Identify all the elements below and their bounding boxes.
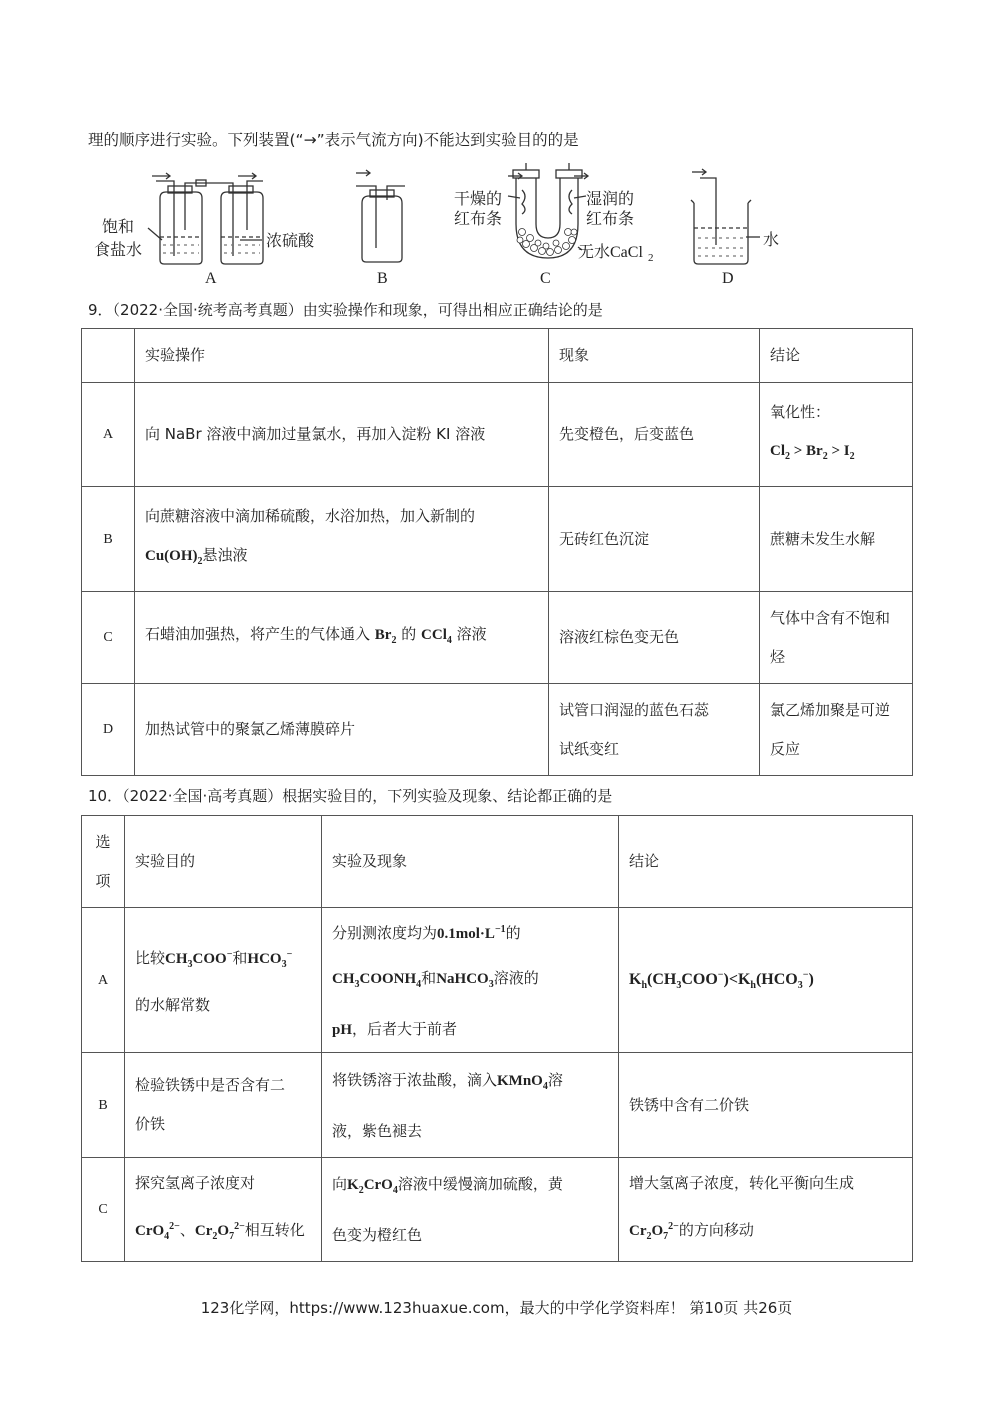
intro-text: 理的顺序进行实验。下列装置(“→”表示气流方向)不能达到实验目的的是 bbox=[88, 131, 579, 149]
table-row bbox=[82, 1053, 913, 1158]
table-row bbox=[82, 908, 913, 1053]
table-header-row bbox=[82, 816, 913, 908]
table-row bbox=[82, 383, 913, 487]
table-row bbox=[82, 684, 913, 776]
c-right-label-1: 湿润的 bbox=[586, 191, 635, 208]
q9-title: 9．（2022·全国·统考高考真题）由实验操作和现象，可得出相应正确结论的是 bbox=[88, 301, 603, 319]
d-label: 水 bbox=[763, 232, 780, 249]
table-row bbox=[82, 1158, 913, 1262]
header-operation: 实验操作 bbox=[135, 329, 549, 383]
option-label: C bbox=[82, 592, 135, 684]
letter-d: D bbox=[722, 270, 734, 287]
experiment-cell: 将铁锈溶于浓盐酸，滴入KMnO$_4$溶 液，紫色褪去 bbox=[322, 1053, 619, 1158]
phenomenon-cell: 无砖红色沉淀 bbox=[549, 487, 760, 592]
header-conclusion: 结论 bbox=[619, 816, 913, 908]
aim-cell: 检验铁锈中是否含有二 价铁 bbox=[125, 1053, 322, 1158]
conclusion-cell: 增大氢离子浓度，转化平衡向生成 $Cr_2O_7^{2-}$的方向移动 bbox=[619, 1158, 913, 1262]
header-aim: 实验目的 bbox=[125, 816, 322, 908]
operation-cell: 向 NaBr 溶液中滴加过量氯水，再加入淀粉 KI 溶液 bbox=[135, 383, 549, 487]
header-phenomenon: 现象 bbox=[549, 329, 760, 383]
option-label: B bbox=[82, 487, 135, 592]
option-label: A bbox=[82, 908, 125, 1053]
a-right-label: 浓硫酸 bbox=[266, 233, 315, 250]
option-label: A bbox=[82, 383, 135, 487]
header-conclusion: 结论 bbox=[760, 329, 913, 383]
option-label: B bbox=[82, 1053, 125, 1158]
table-row bbox=[82, 487, 913, 592]
conclusion-cell: 氧化性： $Cl_2 > Br_2 > I_2$ bbox=[760, 383, 913, 487]
operation-cell: 加热试管中的聚氯乙烯薄膜碎片 bbox=[135, 684, 549, 776]
q10-table bbox=[81, 815, 913, 1262]
header-option: 选 项 bbox=[82, 816, 125, 908]
c-left-label-2: 红布条 bbox=[454, 211, 503, 228]
letter-a: A bbox=[205, 270, 217, 287]
c-right-label-2: 红布条 bbox=[586, 211, 635, 228]
table-header-row bbox=[82, 329, 913, 383]
experiment-cell: 分别测浓度均为$0.1mol\cdot L^{-1}$的 $CH_3COONH_4$和NaHCO$_3$溶液的 pH，后者大于前者 bbox=[322, 908, 619, 1053]
apparatus-figure bbox=[0, 163, 993, 293]
aim-cell: 比较$CH_3COO^-$和$HCO_3^-$ 的水解常数 bbox=[125, 908, 322, 1053]
operation-cell: 石蜡油加强热，将产生的气体通入 $Br_2$ 的 CCl$_4$ 溶液 bbox=[135, 592, 549, 684]
a-left-label-2: 食盐水 bbox=[94, 242, 143, 259]
option-label: C bbox=[82, 1158, 125, 1262]
conclusion-cell bbox=[619, 908, 913, 1053]
c-left-label-1: 干燥的 bbox=[454, 191, 503, 208]
operation-cell: 向蔗糖溶液中滴加稀硫酸，水浴加热，加入新制的 $Cu(OH)_2$悬浊液 bbox=[135, 487, 549, 592]
phenomenon-cell: 先变橙色，后变蓝色 bbox=[549, 383, 760, 487]
a-left-label-1: 饱和 bbox=[102, 219, 135, 236]
letter-c: C bbox=[540, 270, 551, 287]
option-label: D bbox=[82, 684, 135, 776]
conclusion-cell: 蔗糖未发生水解 bbox=[760, 487, 913, 592]
c-bottom-label: 无水CaCl bbox=[578, 244, 643, 261]
phenomenon-cell: 溶液红棕色变无色 bbox=[549, 592, 760, 684]
header-experiment: 实验及现象 bbox=[322, 816, 619, 908]
phenomenon-cell: 试管口润湿的蓝色石蕊 试纸变红 bbox=[549, 684, 760, 776]
c-bottom-sub: 2 bbox=[648, 252, 654, 264]
conclusion-cell: 氯乙烯加聚是可逆 反应 bbox=[760, 684, 913, 776]
letter-b: B bbox=[377, 270, 388, 287]
oxidation-formula: $Cl_2 > Br_2 > I_2$ bbox=[770, 443, 855, 462]
q10-title: 10．（2022·全国·高考真题）根据实验目的，下列实验及现象、结论都正确的是 bbox=[88, 787, 613, 805]
q9-table bbox=[81, 328, 913, 776]
page-footer: 123化学网，https://www.123huaxue.com，最大的中学化学资料库！ 第10页 共26页 bbox=[200, 1299, 793, 1317]
conclusion-cell: 铁锈中含有二价铁 bbox=[619, 1053, 913, 1158]
conclusion-cell: 气体中含有不饱和 烃 bbox=[760, 592, 913, 684]
experiment-cell: 向$K_2CrO_4$溶液中缓慢滴加硫酸，黄 色变为橙红色 bbox=[322, 1158, 619, 1262]
aim-cell: 探究氢离子浓度对 CrO$_4^{2-}$、$Cr_2O_7^{2-}$相互转化 bbox=[125, 1158, 322, 1262]
table-row bbox=[82, 592, 913, 684]
kh-comparison: $K_h(CH_3COO^-)<K_h(HCO_3^-)$ bbox=[629, 969, 814, 991]
